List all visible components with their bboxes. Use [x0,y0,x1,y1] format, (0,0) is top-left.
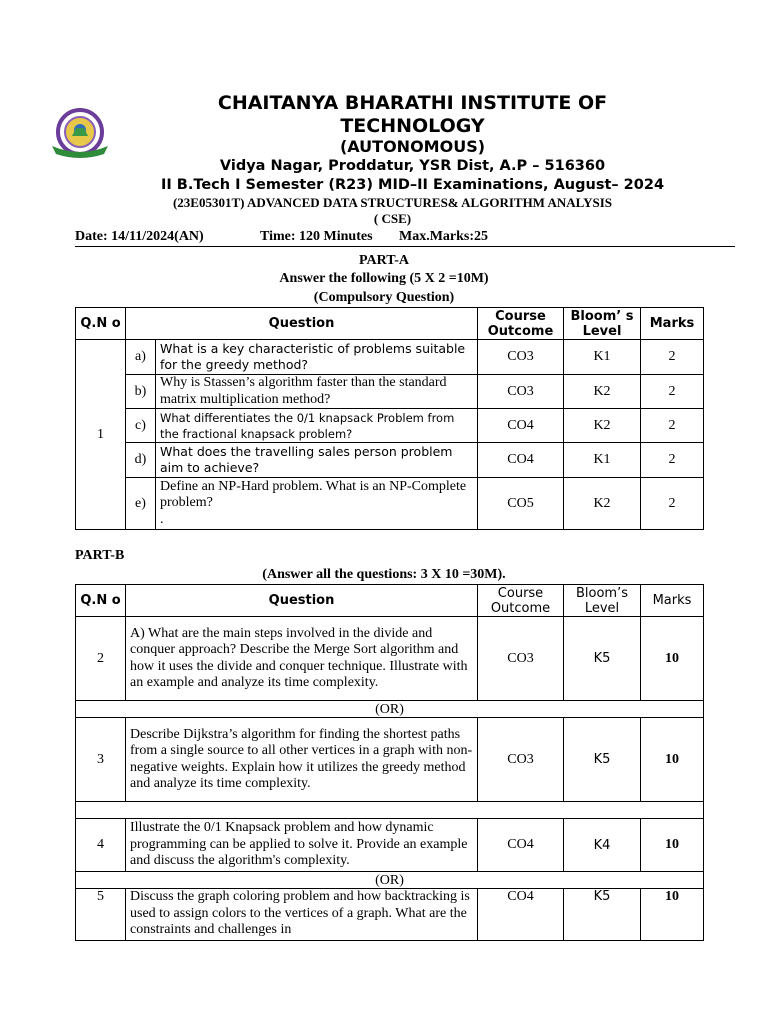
course-outcome: CO4 [478,443,564,478]
course-outcome: CO3 [478,375,564,409]
question-number: 2 [76,617,126,701]
course-line-2: ( CSE) [373,211,412,226]
exam-title: II B.Tech I Semester (R23) MID–II Examinations, August– 2024 [160,177,665,193]
part-a-table [75,307,704,530]
course-outcome: CO5 [478,478,564,530]
institution-name: CHAITANYA BHARATHI INSTITUTE OF TECHNOLOGY [217,92,608,137]
or-separator: (OR) [76,872,704,889]
part-b-table [75,584,704,941]
sub-label: a) [126,340,156,375]
marks: 10 [641,889,704,941]
part-a-title: PART-A [358,253,410,268]
part-b-instruction: (Answer all the questions: 3 X 10 =30M). [262,567,506,582]
header-marks: Marks [641,585,704,617]
bloom-level: K2 [564,478,641,530]
question-text: Define an NP-Hard problem. What is an NP-Complete problem? [160,478,467,511]
question-number: 1 [76,340,126,530]
question-text: Illustrate the 0/1 Knapsack problem and how dynamic programming can be applied to solve it. Provide an example and discuss the algorithm's complexity. [126,819,478,872]
part-a-note: (Compulsory Question) [313,290,455,305]
question-text: What does the travelling sales person problem aim to achieve? [156,443,478,478]
table-row [76,718,704,802]
table-row [76,340,704,375]
table-row [76,443,704,478]
header-marks: Marks [641,308,704,340]
marks: 2 [641,478,704,530]
course-line-1: (23E05301T) ADVANCED DATA STRUCTURES& ALGORITHM ANALYSIS [172,195,613,210]
institution-address: Vidya Nagar, Proddatur, YSR Dist, A.P – 516360 [219,158,606,174]
marks: 10 [641,718,704,802]
question-text: A) What are the main steps involved in the divide and conquer approach? Describe the Merge Sort algorithm and how it uses the divide and conquer technique. Illustrate with an example and analyze its time complexity. [126,617,478,701]
bloom-level: K4 [564,819,641,872]
blank-row [76,802,704,819]
header-bloom-level: Bloom’ s Level [564,308,641,340]
course-outcome: CO3 [478,340,564,375]
table-row [76,409,704,443]
table-row [76,478,704,530]
question-text: Describe Dijkstra’s algorithm for finding the shortest paths from a single source to all other vertices in a graph with non-negative weights. Explain how it utilizes the greedy method and analyze its time complexity. [126,718,478,802]
or-row [76,701,704,718]
header-question: Question [126,585,478,617]
course-outcome: CO3 [478,617,564,701]
marks: 2 [641,340,704,375]
table-row [76,819,704,872]
table-row [76,889,704,941]
sub-label: e) [126,478,156,530]
marks: 2 [641,443,704,478]
marks: 10 [641,819,704,872]
question-number: 5 [76,889,126,941]
bloom-level: K1 [564,443,641,478]
question-text: Why is Stassen’s algorithm faster than the standard matrix multiplication method? [156,375,478,409]
exam-info-line [75,229,735,247]
question-number: 3 [76,718,126,802]
course-outcome: CO4 [478,819,564,872]
part-a-instruction: Answer the following (5 X 2 =10M) [279,271,489,286]
question-text: Discuss the graph coloring problem and how backtracking is used to assign colors to the vertices of a graph. What are the constraints and challenges in [126,889,478,941]
header-question: Question [126,308,478,340]
bloom-level: K5 [564,718,641,802]
sub-label: d) [126,443,156,478]
question-number: 4 [76,819,126,872]
blank-separator [76,802,704,819]
header-course-outcome: Course Outcome [478,308,564,340]
exam-time: Time: 120 Minutes [260,229,373,244]
bloom-level: K1 [564,340,641,375]
max-marks: Max.Marks:25 [399,229,489,244]
marks: 2 [641,409,704,443]
bloom-level: K2 [564,409,641,443]
marks: 2 [641,375,704,409]
marks: 10 [641,617,704,701]
course-title [120,195,665,227]
bloom-level: K5 [564,617,641,701]
college-logo-seal [50,108,110,160]
header-course-outcome: Course Outcome [478,585,564,617]
or-row [76,872,704,889]
question-extra: . [160,511,164,527]
or-separator: (OR) [76,701,704,718]
header-qno: Q.N o [76,585,126,617]
bloom-level: K2 [564,375,641,409]
course-outcome: CO4 [478,409,564,443]
course-outcome: CO4 [478,889,564,941]
sub-label: c) [126,409,156,443]
question-cell [156,478,478,530]
course-outcome: CO3 [478,718,564,802]
question-text: What is a key characteristic of problems suitable for the greedy method? [156,340,478,375]
header-qno: Q.N o [76,308,126,340]
autonomous-label: (AUTONOMOUS) [339,137,486,156]
table-row [76,617,704,701]
header-bloom-level: Bloom’s Level [564,585,641,617]
bloom-level: K5 [564,889,641,941]
table-row [76,375,704,409]
exam-date: Date: 14/11/2024(AN) [75,229,204,244]
sub-label: b) [126,375,156,409]
part-b-title: PART-B [75,548,125,563]
question-text: What differentiates the 0/1 knapsack Problem from the fractional knapsack problem? [156,409,478,443]
